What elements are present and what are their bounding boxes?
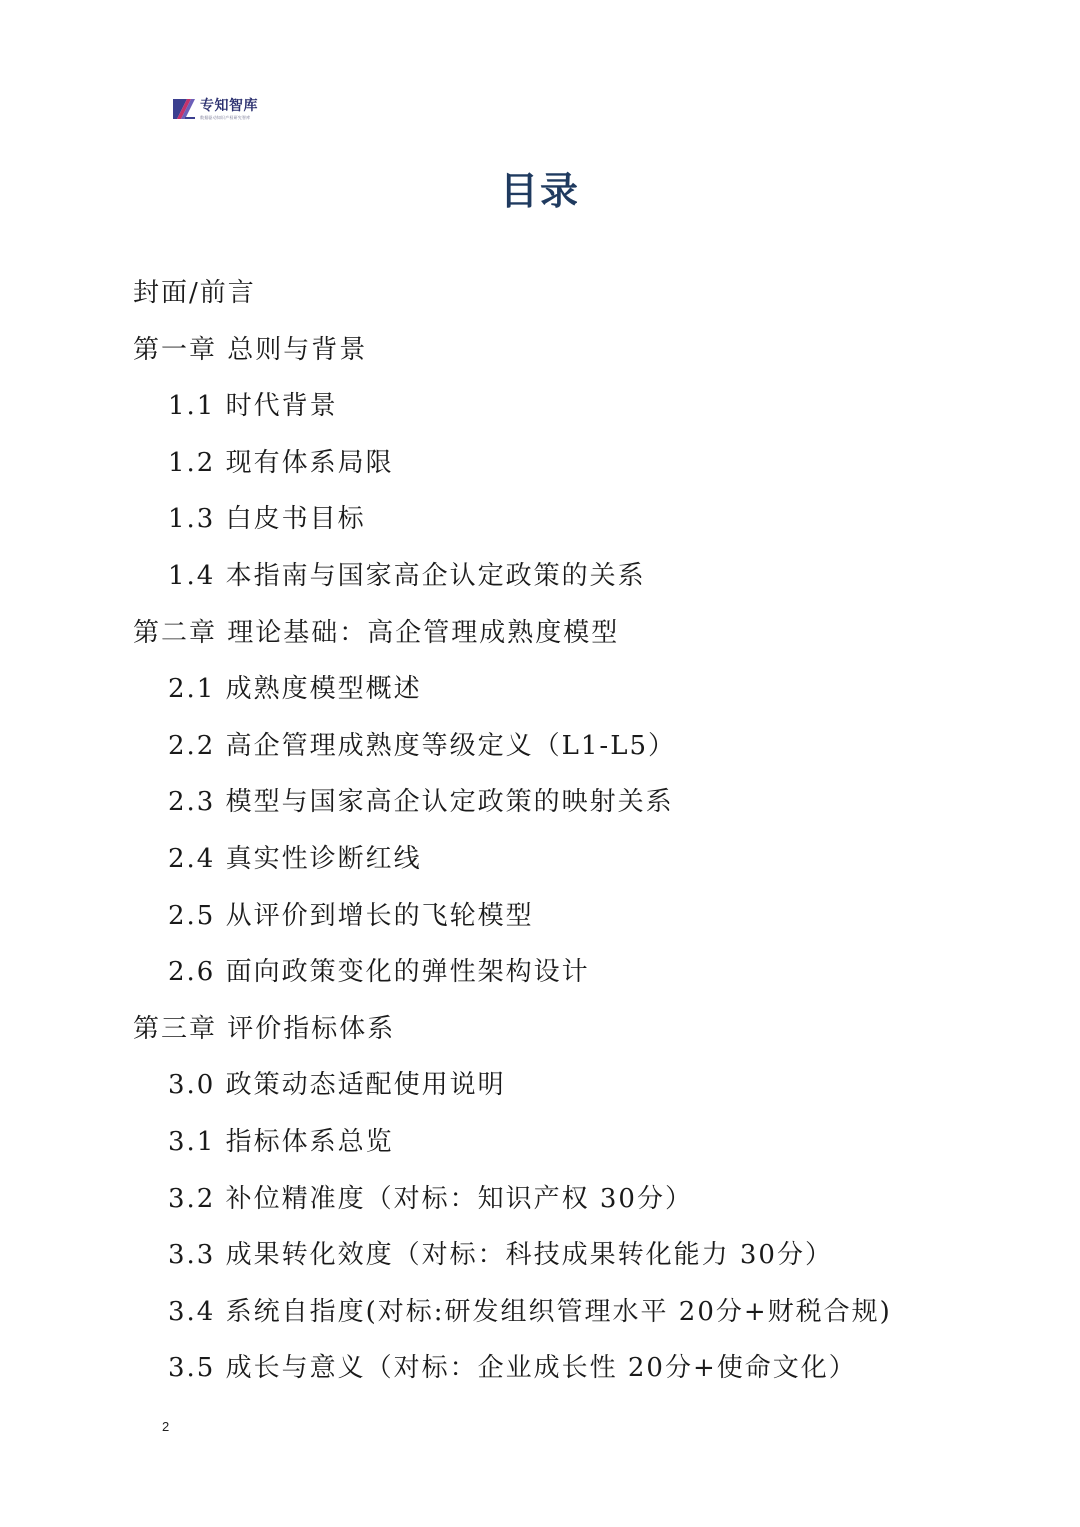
toc-section: 2.2 高企管理成熟度等级定义（L1-L5） [168, 730, 677, 761]
toc-section: 1.2 现有体系局限 [168, 447, 394, 478]
toc-section: 1.4 本指南与国家高企认定政策的关系 [168, 560, 646, 591]
toc-section: 2.1 成熟度模型概述 [168, 674, 422, 705]
toc-section: 2.5 从评价到增长的飞轮模型 [168, 900, 534, 931]
toc-chapter: 第一章 总则与背景 [133, 334, 368, 365]
logo-name: 专知智库 [200, 97, 258, 114]
toc-section: 3.0 政策动态适配使用说明 [168, 1070, 506, 1101]
logo-tagline: 数据驱动知识产权研究智库 [200, 114, 251, 120]
toc-section: 2.3 模型与国家高企认定政策的映射关系 [168, 787, 674, 818]
toc-section: 3.3 成果转化效度（对标：科技成果转化能力 30分） [168, 1240, 833, 1271]
toc-chapter: 第三章 评价指标体系 [133, 1013, 396, 1044]
toc-section: 3.4 系统自指度(对标:研发组织管理水平 20分+财税合规) [168, 1296, 892, 1327]
toc-section: 1.1 时代背景 [168, 391, 338, 422]
logo-mark-icon [172, 96, 196, 122]
page-number: 2 [162, 1419, 170, 1434]
toc-chapter: 第二章 理论基础：高企管理成熟度模型 [133, 617, 620, 648]
toc-section: 1.3 白皮书目标 [168, 504, 366, 535]
page-title: 目录 [499, 169, 580, 213]
table-of-contents [0, 265, 1080, 1397]
toc-section: 3.2 补位精准度（对标：知识产权 30分） [168, 1183, 693, 1214]
toc-section: 2.6 面向政策变化的弹性架构设计 [168, 957, 590, 988]
toc-section: 3.5 成长与意义（对标：企业成长性 20分+使命文化） [168, 1353, 857, 1384]
toc-chapter: 封面/前言 [133, 278, 256, 308]
logo-text [200, 99, 258, 120]
toc-section: 3.1 指标体系总览 [168, 1126, 394, 1157]
header-logo [172, 94, 258, 124]
toc-section: 2.4 真实性诊断红线 [168, 843, 422, 874]
